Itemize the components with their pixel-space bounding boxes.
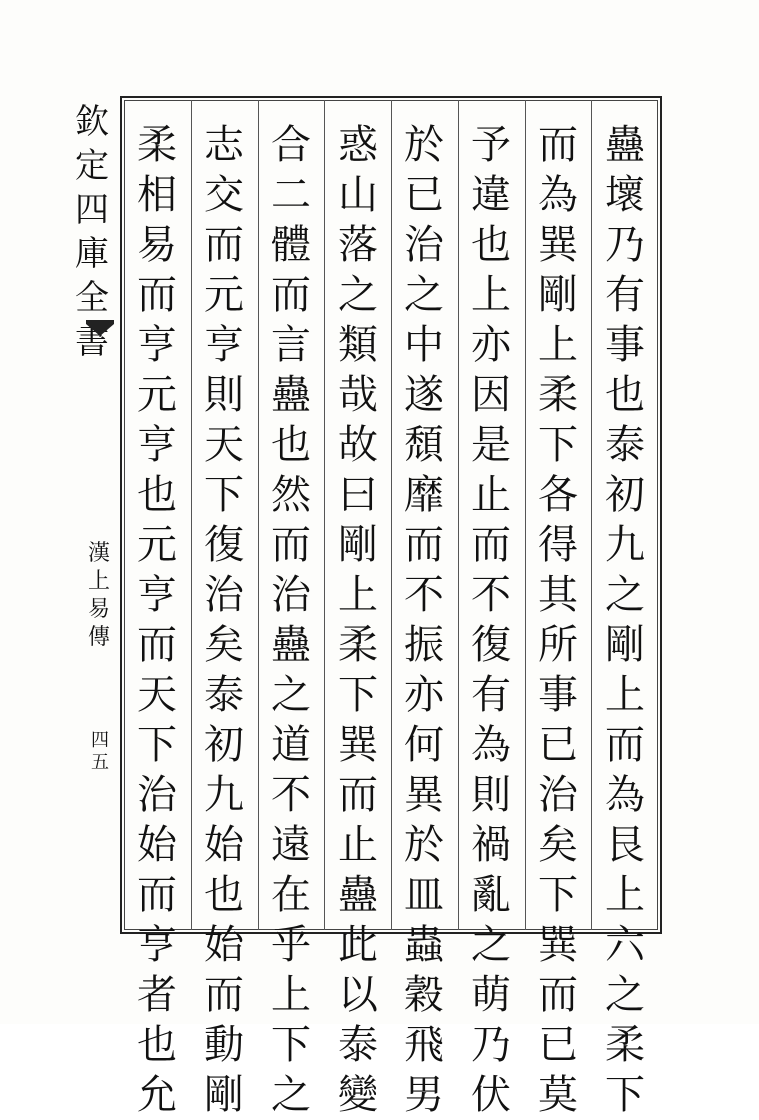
text-char: 上 (605, 672, 645, 718)
text-char: 是 (471, 422, 511, 468)
text-char: 下 (605, 1072, 645, 1118)
text-char: 故 (338, 422, 378, 468)
text-char: 復 (204, 522, 244, 568)
text-char: 也 (137, 1022, 177, 1068)
text-char: 皿 (404, 872, 444, 918)
book-title-char: 易 (87, 597, 110, 622)
library-title-char: 四 (75, 190, 109, 230)
text-char: 其 (538, 572, 578, 618)
column-rule (525, 100, 526, 930)
text-char: 在 (271, 872, 311, 918)
text-char: 也 (605, 372, 645, 418)
library-title-char: 庫 (75, 234, 109, 274)
text-char: 柔 (137, 122, 177, 168)
text-char: 剛 (338, 522, 378, 568)
text-char: 振 (404, 622, 444, 668)
text-char: 亨 (137, 572, 177, 618)
text-char: 合 (271, 122, 311, 168)
text-char: 止 (471, 472, 511, 518)
text-char: 下 (538, 422, 578, 468)
text-char: 不 (404, 572, 444, 618)
text-char: 巽 (538, 222, 578, 268)
text-char: 治 (137, 772, 177, 818)
text-char: 壞 (605, 172, 645, 218)
text-column (460, 120, 522, 1118)
text-char: 治 (404, 222, 444, 268)
text-column (193, 120, 255, 1118)
text-column (393, 120, 455, 1118)
text-char: 則 (471, 772, 511, 818)
text-char: 巽 (338, 722, 378, 768)
text-char: 亦 (404, 672, 444, 718)
text-char: 遂 (404, 372, 444, 418)
text-char: 有 (471, 672, 511, 718)
text-char: 靡 (404, 472, 444, 518)
text-column (260, 120, 322, 1118)
text-char: 上 (605, 872, 645, 918)
text-char: 相 (137, 172, 177, 218)
column-rule (591, 100, 592, 930)
text-char: 而 (204, 972, 244, 1018)
text-char: 初 (204, 722, 244, 768)
text-char: 乎 (271, 922, 311, 968)
text-char: 上 (271, 972, 311, 1018)
folio-char: 五 (91, 752, 109, 773)
text-char: 而 (605, 722, 645, 768)
text-char: 上 (338, 572, 378, 618)
text-char: 下 (137, 722, 177, 768)
text-char: 志 (204, 122, 244, 168)
text-char: 惑 (338, 122, 378, 168)
text-char: 矣 (204, 622, 244, 668)
text-char: 泰 (204, 672, 244, 718)
text-char: 哉 (338, 372, 378, 418)
text-char: 禍 (471, 822, 511, 868)
text-char: 而 (538, 122, 578, 168)
text-char: 類 (338, 322, 378, 368)
text-char: 所 (538, 622, 578, 668)
text-char: 已 (538, 722, 578, 768)
text-char: 交 (204, 172, 244, 218)
text-char: 易 (137, 222, 177, 268)
text-char: 柔 (538, 372, 578, 418)
book-title-char: 漢 (87, 541, 110, 566)
text-char: 也 (204, 872, 244, 918)
text-char: 蠱 (605, 122, 645, 168)
text-char: 男 (404, 1072, 444, 1118)
text-char: 事 (605, 322, 645, 368)
column-rule (391, 100, 392, 930)
text-char: 也 (137, 472, 177, 518)
text-char: 上 (471, 272, 511, 318)
fish-tail-mark (86, 320, 114, 346)
text-char: 山 (338, 172, 378, 218)
book-title-char: 上 (87, 569, 110, 594)
text-char: 剛 (204, 1072, 244, 1118)
text-char: 動 (204, 1022, 244, 1068)
text-char: 而 (338, 772, 378, 818)
text-char: 剛 (538, 272, 578, 318)
library-title-char: 書 (75, 322, 109, 362)
text-char: 道 (271, 722, 311, 768)
text-char: 之 (338, 272, 378, 318)
column-rule (191, 100, 192, 930)
text-char: 也 (471, 222, 511, 268)
text-char: 允 (137, 1072, 177, 1118)
text-char: 元 (204, 272, 244, 318)
column-rule (324, 100, 325, 930)
text-char: 伏 (471, 1072, 511, 1118)
text-char: 不 (271, 772, 311, 818)
text-char: 違 (471, 172, 511, 218)
text-char: 之 (404, 272, 444, 318)
text-column (126, 120, 188, 1118)
text-char: 而 (404, 522, 444, 568)
text-char: 之 (271, 1072, 311, 1118)
library-title-char: 全 (75, 278, 109, 318)
column-rule (458, 100, 459, 930)
text-char: 元 (137, 372, 177, 418)
folio-number (90, 730, 110, 774)
text-char: 於 (404, 822, 444, 868)
text-char: 下 (204, 472, 244, 518)
text-char: 有 (605, 272, 645, 318)
text-char: 予 (471, 122, 511, 168)
text-char: 莫 (538, 1072, 578, 1118)
text-char: 為 (471, 722, 511, 768)
text-char: 柔 (338, 622, 378, 668)
folio-char: 四 (91, 730, 109, 751)
text-char: 亂 (471, 872, 511, 918)
text-char: 而 (271, 522, 311, 568)
text-column (527, 120, 589, 1118)
text-char: 異 (404, 772, 444, 818)
text-char: 而 (538, 972, 578, 1018)
text-char: 九 (605, 522, 645, 568)
text-char: 始 (204, 822, 244, 868)
text-char: 言 (271, 322, 311, 368)
text-char: 頹 (404, 422, 444, 468)
text-char: 治 (204, 572, 244, 618)
text-column (327, 120, 389, 1118)
text-char: 之 (471, 922, 511, 968)
text-char: 天 (204, 422, 244, 468)
text-char: 遠 (271, 822, 311, 868)
text-char: 之 (605, 972, 645, 1018)
column-rule (258, 100, 259, 930)
text-char: 九 (204, 772, 244, 818)
text-char: 亨 (137, 922, 177, 968)
text-char: 而 (137, 872, 177, 918)
text-char: 不 (471, 572, 511, 618)
text-char: 而 (137, 622, 177, 668)
text-char: 則 (204, 372, 244, 418)
text-char: 復 (471, 622, 511, 668)
text-char: 矣 (538, 822, 578, 868)
text-char: 之 (271, 672, 311, 718)
text-char: 泰 (605, 422, 645, 468)
text-char: 乃 (605, 222, 645, 268)
text-char: 天 (137, 672, 177, 718)
text-char: 各 (538, 472, 578, 518)
text-char: 始 (137, 822, 177, 868)
text-char: 而 (204, 222, 244, 268)
library-title-char: 定 (75, 146, 109, 186)
text-char: 曰 (338, 472, 378, 518)
text-char: 而 (137, 272, 177, 318)
text-char: 二 (271, 172, 311, 218)
text-char: 亨 (137, 322, 177, 368)
text-char: 止 (338, 822, 378, 868)
text-char: 事 (538, 672, 578, 718)
text-char: 此 (338, 922, 378, 968)
text-char: 飛 (404, 1022, 444, 1068)
text-char: 而 (471, 522, 511, 568)
text-char: 泰 (338, 1022, 378, 1068)
book-title (86, 540, 112, 652)
text-char: 已 (538, 1022, 578, 1068)
text-char: 蠱 (271, 622, 311, 668)
text-char: 艮 (605, 822, 645, 868)
text-char: 蟲 (404, 922, 444, 968)
text-char: 下 (538, 872, 578, 918)
text-char: 亦 (471, 322, 511, 368)
text-char: 者 (137, 972, 177, 1018)
text-char: 治 (538, 772, 578, 818)
text-char: 六 (605, 922, 645, 968)
text-char: 得 (538, 522, 578, 568)
text-char: 體 (271, 222, 311, 268)
text-char: 因 (471, 372, 511, 418)
text-char: 亨 (204, 322, 244, 368)
book-title-char: 傳 (87, 625, 110, 650)
text-char: 穀 (404, 972, 444, 1018)
text-char: 而 (271, 272, 311, 318)
text-char: 為 (538, 172, 578, 218)
text-char: 已 (404, 172, 444, 218)
text-char: 剛 (605, 622, 645, 668)
text-char: 變 (338, 1072, 378, 1118)
text-char: 初 (605, 472, 645, 518)
text-char: 亨 (137, 422, 177, 468)
text-char: 之 (605, 572, 645, 618)
text-char: 巽 (538, 922, 578, 968)
text-char: 蠱 (271, 372, 311, 418)
text-char: 蠱 (338, 872, 378, 918)
text-char: 然 (271, 472, 311, 518)
library-title-char: 欽 (75, 102, 109, 142)
text-char: 也 (271, 422, 311, 468)
text-char: 下 (338, 672, 378, 718)
text-char: 以 (338, 972, 378, 1018)
text-char: 為 (605, 772, 645, 818)
text-char: 柔 (605, 1022, 645, 1068)
text-char: 元 (137, 522, 177, 568)
text-char: 上 (538, 322, 578, 368)
text-char: 下 (271, 1022, 311, 1068)
text-char: 萌 (471, 972, 511, 1018)
text-char: 乃 (471, 1022, 511, 1068)
text-column (594, 120, 656, 1118)
text-char: 落 (338, 222, 378, 268)
text-char: 於 (404, 122, 444, 168)
text-char: 中 (404, 322, 444, 368)
text-char: 治 (271, 572, 311, 618)
text-char: 始 (204, 922, 244, 968)
text-char: 何 (404, 722, 444, 768)
